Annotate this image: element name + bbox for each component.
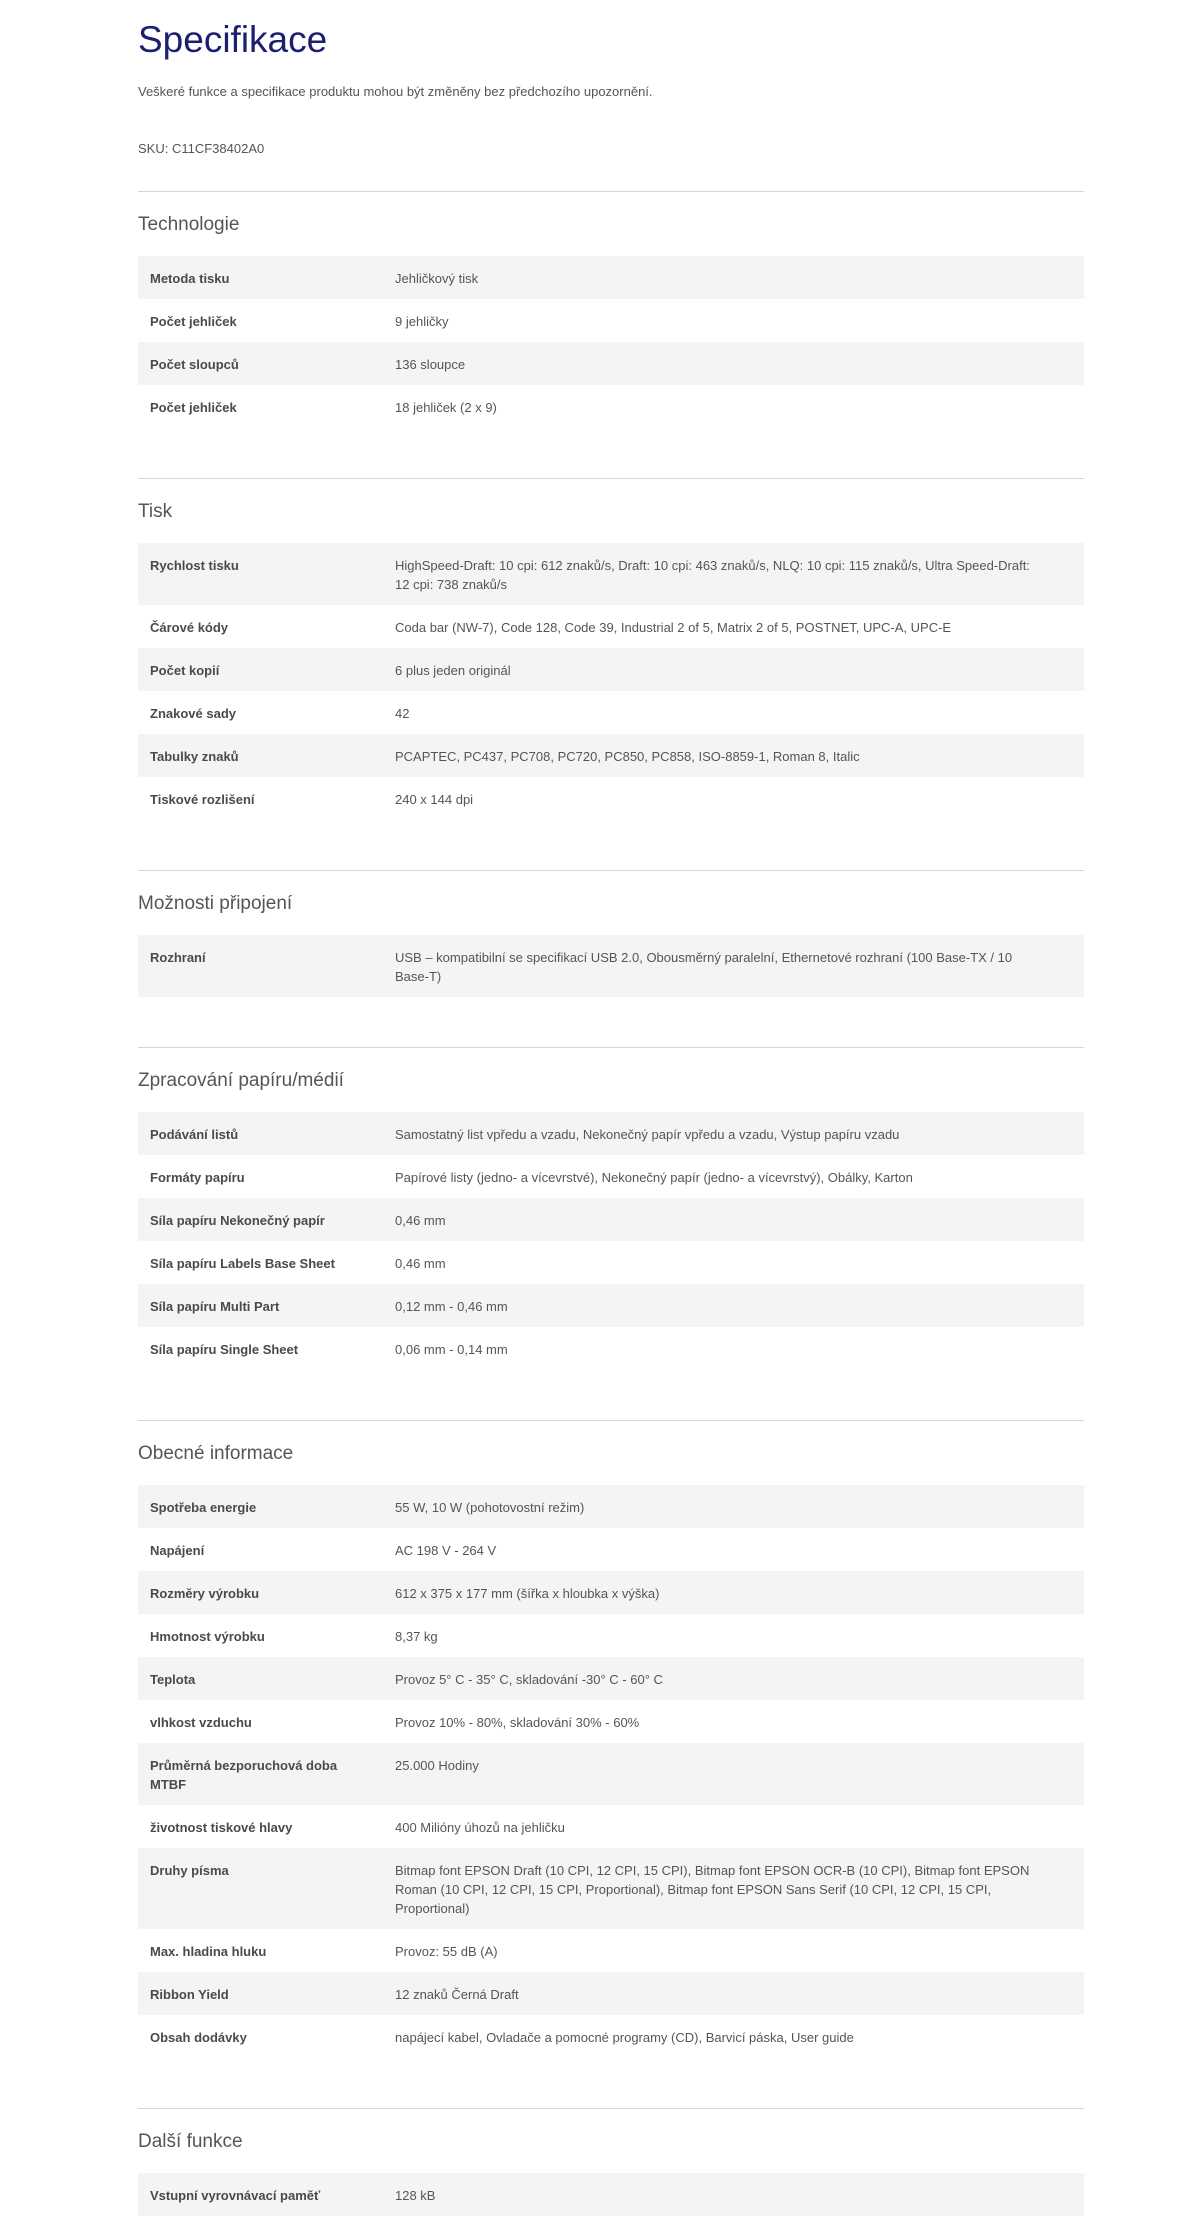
page-title: Specifikace <box>138 19 328 60</box>
spec-label: Síla papíru Labels Base Sheet <box>150 1256 335 1271</box>
spec-label: Průměrná bezporuchová doba MTBF <box>150 1758 338 1792</box>
spec-label: Síla papíru Multi Part <box>150 1299 280 1314</box>
spec-label: Počet jehliček <box>150 314 237 329</box>
section-title: Další funkce <box>138 2131 243 2152</box>
spec-row <box>138 1198 1084 1241</box>
spec-row <box>138 605 1084 648</box>
spec-value: 0,06 mm - 0,14 mm <box>395 1342 508 1357</box>
spec-label: Počet jehliček <box>150 400 237 415</box>
spec-row <box>138 2173 1084 2216</box>
spec-sections <box>138 191 1084 2216</box>
spec-value: 6 plus jeden originál <box>395 663 511 678</box>
spec-section <box>138 478 1084 870</box>
spec-label: Počet kopií <box>150 663 220 678</box>
spec-value: Papírové listy (jedno- a vícevrstvé), Nekonečný papír (jedno- a vícevrstvý), Obálky, Karton <box>395 1170 913 1185</box>
spec-section <box>138 2108 1084 2216</box>
spec-label: Rychlost tisku <box>150 558 239 573</box>
spec-row <box>138 691 1084 734</box>
spec-row <box>138 1112 1084 1155</box>
spec-row <box>138 1972 1084 2015</box>
spec-row <box>138 1241 1084 1284</box>
disclaimer-text: Veškeré funkce a specifikace produktu mohou být změněny bez předchozího upozornění. <box>138 84 653 99</box>
spec-label: vlhkost vzduchu <box>150 1715 252 1730</box>
spec-label: Čárové kódy <box>150 620 229 635</box>
spec-row <box>138 1657 1084 1700</box>
spec-label: Síla papíru Nekonečný papír <box>150 1213 325 1228</box>
spec-value: 9 jehličky <box>395 314 449 329</box>
spec-value: 0,12 mm - 0,46 mm <box>395 1299 508 1314</box>
spec-section <box>138 1420 1084 2108</box>
spec-label: Tiskové rozlišení <box>150 792 255 807</box>
spec-value: Bitmap font EPSON Draft (10 CPI, 12 CPI, 15 CPI), Bitmap font EPSON OCR-B (10 CPI), Bitmap font EPSON Roman (10 CPI, 12 CPI, 15 CPI, Proportional), Bitmap font EPSON Sans Serif (10 CPI, 12 CPI, 15 CPI, Proportional) <box>395 1863 1030 1916</box>
spec-table <box>138 1112 1084 1420</box>
specification-page <box>138 0 1084 2216</box>
spec-row <box>138 935 1084 997</box>
spec-value: napájecí kabel, Ovladače a pomocné programy (CD), Barvicí páska, User guide <box>395 2030 854 2045</box>
spec-label: Obsah dodávky <box>150 2030 247 2045</box>
spec-row <box>138 543 1084 605</box>
spec-row <box>138 385 1084 428</box>
spec-row <box>138 1528 1084 1571</box>
section-title: Obecné informace <box>138 1443 294 1464</box>
spec-label: Znakové sady <box>150 706 236 721</box>
spec-row <box>138 1155 1084 1198</box>
spec-table <box>138 935 1084 1047</box>
spec-value: 240 x 144 dpi <box>395 792 474 807</box>
spec-value: 8,37 kg <box>395 1629 438 1644</box>
spec-row <box>138 648 1084 691</box>
spec-row <box>138 1284 1084 1327</box>
spec-label: životnost tiskové hlavy <box>150 1820 293 1835</box>
spec-row <box>138 2015 1084 2058</box>
spec-label: Druhy písma <box>150 1863 229 1878</box>
spec-value: 18 jehliček (2 x 9) <box>395 400 497 415</box>
spec-row <box>138 299 1084 342</box>
spec-value: Jehličkový tisk <box>395 271 479 286</box>
section-title: Možnosti připojení <box>138 893 293 914</box>
spec-row <box>138 1327 1084 1370</box>
spec-value: Samostatný list vpředu a vzadu, Nekonečný papír vpředu a vzadu, Výstup papíru vzadu <box>395 1127 900 1142</box>
spec-label: Počet sloupců <box>150 357 239 372</box>
spec-label: Tabulky znaků <box>150 749 239 764</box>
spec-section <box>138 191 1084 478</box>
spec-section <box>138 870 1084 1047</box>
spec-label: Rozhraní <box>150 950 206 965</box>
spec-value: Provoz: 55 dB (A) <box>395 1944 498 1959</box>
spec-label: Podávání listů <box>150 1127 239 1142</box>
spec-table <box>138 1485 1084 2108</box>
spec-row <box>138 1700 1084 1743</box>
spec-row <box>138 1929 1084 1972</box>
spec-label: Ribbon Yield <box>150 1987 229 2002</box>
spec-row <box>138 734 1084 777</box>
spec-row <box>138 342 1084 385</box>
section-title: Zpracování papíru/médií <box>138 1070 344 1091</box>
spec-value: USB – kompatibilní se specifikací USB 2.0, Obousměrný paralelní, Ethernetové rozhraní (100 Base-TX / 10 Base-T) <box>395 950 1013 984</box>
section-title: Tisk <box>138 501 173 522</box>
spec-value: 400 Milióny úhozů na jehličku <box>395 1820 565 1835</box>
spec-table <box>138 256 1084 478</box>
spec-label: Teplota <box>150 1672 196 1687</box>
spec-label: Hmotnost výrobku <box>150 1629 265 1644</box>
spec-row <box>138 1743 1084 1805</box>
spec-label: Napájení <box>150 1543 205 1558</box>
spec-row <box>138 1614 1084 1657</box>
spec-value: HighSpeed-Draft: 10 cpi: 612 znaků/s, Draft: 10 cpi: 463 znaků/s, NLQ: 10 cpi: 115 znaků/s, Ultra Speed-Draft: 12 cpi: 738 znaků/s <box>395 558 1030 592</box>
spec-value: Provoz 10% - 80%, skladování 30% - 60% <box>395 1715 640 1730</box>
spec-row <box>138 777 1084 820</box>
spec-label: Rozměry výrobku <box>150 1586 260 1601</box>
spec-value: Coda bar (NW-7), Code 128, Code 39, Industrial 2 of 5, Matrix 2 of 5, POSTNET, UPC-A, UPC-E <box>395 620 952 635</box>
sku-text: SKU: C11CF38402A0 <box>138 141 265 156</box>
spec-row <box>138 256 1084 299</box>
spec-value: 136 sloupce <box>395 357 466 372</box>
spec-table <box>138 543 1084 870</box>
spec-value: 0,46 mm <box>395 1213 446 1228</box>
spec-table <box>138 2173 1084 2216</box>
spec-label: Síla papíru Single Sheet <box>150 1342 299 1357</box>
spec-label: Metoda tisku <box>150 271 230 286</box>
spec-value: 42 <box>395 706 410 721</box>
spec-label: Spotřeba energie <box>150 1500 257 1515</box>
spec-label: Max. hladina hluku <box>150 1944 267 1959</box>
spec-value: 55 W, 10 W (pohotovostní režim) <box>395 1500 585 1515</box>
spec-row <box>138 1848 1084 1929</box>
spec-label: Formáty papíru <box>150 1170 245 1185</box>
spec-row <box>138 1485 1084 1528</box>
spec-value: 128 kB <box>395 2188 436 2203</box>
spec-row <box>138 1805 1084 1848</box>
spec-value: PCAPTEC, PC437, PC708, PC720, PC850, PC858, ISO-8859-1, Roman 8, Italic <box>395 749 860 764</box>
spec-value: 25.000 Hodiny <box>395 1758 479 1773</box>
spec-value: Provoz 5° C - 35° C, skladování -30° C - 60° C <box>395 1672 663 1687</box>
spec-value: AC 198 V - 264 V <box>395 1543 497 1558</box>
spec-label: Vstupní vyrovnávací paměť <box>150 2188 321 2203</box>
spec-section <box>138 1047 1084 1420</box>
spec-value: 12 znaků Černá Draft <box>395 1987 519 2002</box>
spec-value: 612 x 375 x 177 mm (šířka x hloubka x výška) <box>395 1586 660 1601</box>
spec-row <box>138 1571 1084 1614</box>
section-title: Technologie <box>138 214 240 235</box>
spec-value: 0,46 mm <box>395 1256 446 1271</box>
